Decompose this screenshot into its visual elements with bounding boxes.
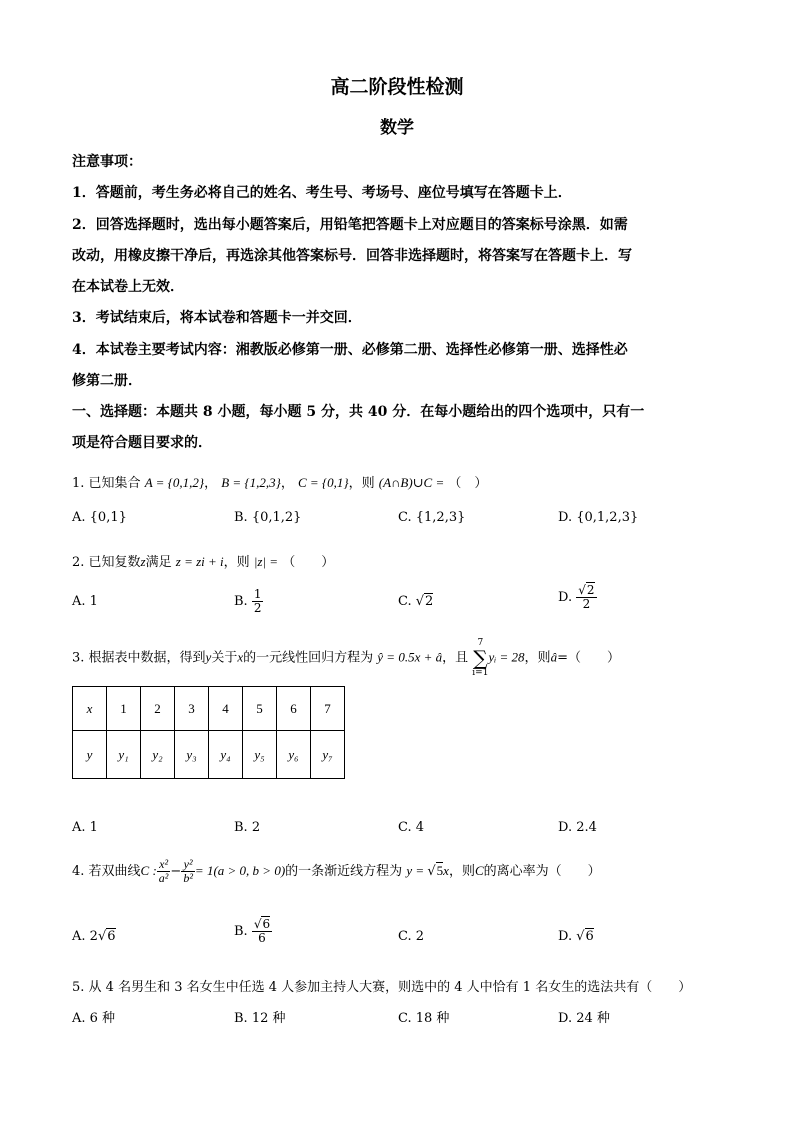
table-cell: 1 [107, 687, 141, 731]
complex-equation: z = zi + i [175, 554, 224, 569]
section-heading-line-1: 一、选择题：本题共 8 小题，每小题 5 分，共 40 分．在每小题给出的四个选项中，只有一 [72, 404, 645, 420]
q2-option-b: B. $\frac{1}{2}$ [234, 587, 262, 615]
data-table [72, 686, 345, 779]
exam-subject: 数学 [380, 118, 414, 138]
modulus: |z| = [253, 554, 279, 569]
q1-option-b: B. {0,1,2} [234, 510, 302, 525]
table-cell: 6 [277, 687, 311, 731]
set-expression: (A∩B)∪C = [378, 475, 445, 490]
table-cell: 2 [141, 687, 175, 731]
q5-option-b: B. 12 种 [234, 1011, 286, 1026]
table-cell: 7 [311, 687, 345, 731]
question-5: 5. 从 4 名男生和 3 名女生中任选 4 人参加主持人大赛，则选中的 4 人中恰有 1 名女生的选法共有（ ） [72, 980, 692, 995]
q1-option-a: A. {0,1} [72, 510, 127, 525]
table-cell: y₁ [107, 731, 141, 779]
table-cell: y₃ [175, 731, 209, 779]
summation: 7 ∑ i=1 [472, 638, 489, 678]
note-4-line-2: 修第二册． [72, 373, 142, 389]
table-cell: y₇ [311, 731, 345, 779]
table-cell: y₂ [141, 731, 175, 779]
exam-title: 高二阶段性检测 [330, 76, 464, 98]
q2-option-a: A. 1 [72, 594, 98, 609]
note-1: 1．答题前，考生务必将自己的姓名、考生号、考场号、座位号填写在答题卡上． [72, 185, 572, 201]
q2-option-c: C. √2 [398, 594, 434, 609]
table-row-y [73, 731, 345, 779]
regression-equation: ŷ = 0.5x + â [377, 649, 443, 665]
table-cell: 4 [209, 687, 243, 731]
table-cell: y₄ [209, 731, 243, 779]
note-2-line-2: 改动，用橡皮擦干净后，再选涂其他答案标号．回答非选择题时，将答案写在答题卡上．写 [72, 248, 632, 264]
q4-option-b: B. $\frac{√6}{6}$ [234, 917, 271, 945]
set-a: A = {0,1,2} [144, 475, 205, 490]
q4-option-a: A. 2√6 [72, 929, 116, 944]
table-row-x [73, 687, 345, 731]
q5-option-c: C. 18 种 [398, 1011, 450, 1026]
q5-option-a: A. 6 种 [72, 1011, 116, 1026]
set-b: B = {1,2,3} [221, 475, 281, 490]
section-heading-line-2: 项是符合题目要求的． [72, 435, 212, 451]
notes-heading: 注意事项： [72, 154, 142, 170]
table-cell: 3 [175, 687, 209, 731]
table-cell: 5 [243, 687, 277, 731]
q4-option-d: D. √6 [558, 929, 594, 944]
question-1: 1. 已知集合 A = {0,1,2}， B = {1,2,3}， C = {0,1}，则 (A∩B)∪C = （ ） [72, 475, 488, 491]
q1-option-c: C. {1,2,3} [398, 510, 466, 525]
table-cell: y [73, 731, 107, 779]
q1-option-d: D. {0,1,2,3} [558, 510, 639, 525]
q2-option-d: D. $\frac{√2}{2}$ [558, 583, 595, 611]
note-2-line-3: 在本试卷上无效． [72, 279, 184, 295]
question-3: 3. 根据表中数据，得到y关于x的一元线性回归方程为 ŷ = 0.5x + â，且 7 ∑ i=1yᵢ = 28，则â=（ ） [72, 638, 620, 678]
note-3: 3．考试结束后，将本试卷和答题卡一并交回． [72, 310, 362, 326]
q3-option-a: A. 1 [72, 820, 98, 835]
question-2: 2. 已知复数z满足 z = zi + i，则 |z| = （ ） [72, 554, 335, 570]
set-c: C = {0,1} [297, 475, 349, 490]
q5-option-d: D. 24 种 [558, 1011, 610, 1026]
q4-option-c: C. 2 [398, 929, 425, 944]
note-4-line-1: 4．本试卷主要考试内容：湘教版必修第一册、必修第二册、选择性必修第一册、选择性必 [72, 342, 628, 358]
question-4: 4. 若双曲线C : $\frac{\text{x²}}{\text{a²}}$ − $\frac{\text{y²}}{\text{b²}}$ = 1(a > 0, b > 0)的一条渐近线方程为 y = √5x，则C的离心率为（ ） [72, 857, 601, 885]
table-cell: y₆ [277, 731, 311, 779]
q3-option-b: B. 2 [234, 820, 261, 835]
q3-option-c: C. 4 [398, 820, 425, 835]
table-cell: y₅ [243, 731, 277, 779]
note-2-line-1: 2．回答选择题时，选出每小题答案后，用铅笔把答题卡上对应题目的答案标号涂黑．如需 [72, 217, 628, 233]
q3-option-d: D. 2.4 [558, 820, 597, 835]
table-cell: x [73, 687, 107, 731]
